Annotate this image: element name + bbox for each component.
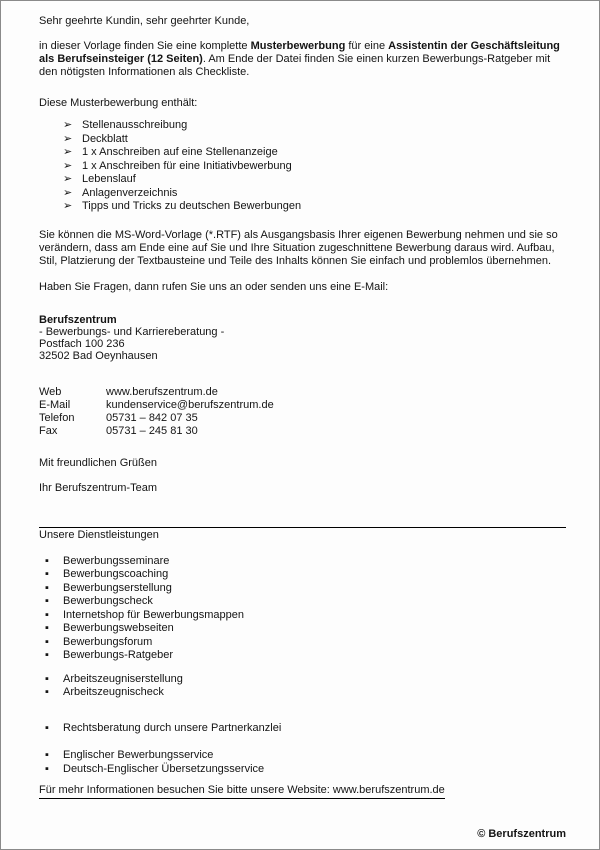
- square-bullet-icon: ▪: [45, 749, 49, 761]
- service-item-label: Englischer Bewerbungsservice: [63, 749, 214, 761]
- contact-row-fax: [39, 425, 566, 438]
- contact-label: Telefon: [39, 411, 75, 424]
- service-item: [45, 609, 566, 623]
- service-item: [45, 555, 566, 569]
- company-name: Berufszentrum: [39, 313, 117, 326]
- service-item: [45, 595, 566, 609]
- contact-row-email: [39, 399, 566, 412]
- arrow-bullet-icon: ➢: [63, 146, 73, 158]
- copyright-notice: © Berufszentrum: [477, 828, 566, 840]
- list-item-label: Tipps und Tricks zu deutschen Bewerbungen: [82, 200, 302, 212]
- list-item-label: Anlagenverzeichnis: [82, 186, 178, 199]
- service-item-label: Bewerbungscoaching: [63, 568, 169, 580]
- website-url: www.berufszentrum.de: [106, 386, 218, 399]
- services-list-legal: [45, 722, 566, 736]
- list-item: [63, 133, 566, 147]
- intro-paragraph: [39, 40, 566, 79]
- arrow-bullet-icon: ➢: [63, 119, 73, 131]
- contact-block: [39, 386, 566, 437]
- service-item: [45, 649, 566, 663]
- service-item: [45, 722, 566, 736]
- questions-line: Haben Sie Fragen, dann rufen Sie uns an oder senden uns eine E-Mail:: [39, 280, 389, 293]
- square-bullet-icon: ▪: [45, 635, 49, 648]
- service-item-label: Bewerbungsseminare: [63, 554, 170, 567]
- arrow-bullet-icon: ➢: [63, 132, 73, 145]
- service-item: [45, 673, 566, 687]
- service-item: [45, 749, 566, 763]
- footer-info: Für mehr Informationen besuchen Sie bitte unsere Website: www.berufszentrum.de: [39, 784, 445, 799]
- square-bullet-icon: ▪: [45, 608, 49, 621]
- list-item: [63, 200, 566, 214]
- list-item-label: Stellenausschreibung: [82, 119, 188, 131]
- arrow-bullet-icon: ➢: [63, 200, 73, 212]
- service-item: [45, 568, 566, 582]
- list-item: [63, 187, 566, 201]
- list-item-label: Lebenslauf: [82, 173, 136, 185]
- contains-list: [63, 119, 566, 214]
- list-item-label: 1 x Anschreiben auf eine Stellenanzeige: [82, 146, 278, 158]
- company-subtitle: - Bewerbungs- und Karriereberatung -: [39, 325, 225, 338]
- square-bullet-icon: ▪: [45, 622, 49, 634]
- contact-label: Fax: [39, 424, 58, 437]
- square-bullet-icon: ▪: [45, 568, 49, 580]
- company-block: [39, 314, 566, 363]
- square-bullet-icon: ▪: [45, 686, 49, 698]
- contains-heading: Diese Musterbewerbung enthält:: [39, 97, 198, 109]
- contact-label: E-Mail: [39, 399, 71, 412]
- service-item-label: Rechtsberatung durch unsere Partnerkanzlei: [63, 721, 282, 734]
- list-item-label: Deckblatt: [82, 132, 128, 145]
- service-item-label: Internetshop für Bewerbungsmappen: [63, 608, 245, 621]
- email-address: kundenservice@berufszentrum.de: [106, 399, 274, 412]
- square-bullet-icon: ▪: [45, 672, 49, 685]
- list-item-label: 1 x Anschreiben für eine Initiativbewerbung: [82, 159, 292, 172]
- service-item-label: Bewerbungscheck: [63, 595, 153, 607]
- salutation: Sehr geehrte Kundin, sehr geehrter Kunde,: [39, 15, 250, 27]
- service-item-label: Deutsch-Englischer Übersetzungsservice: [63, 762, 265, 775]
- closing-line: Mit freundlichen Grüßen: [39, 456, 157, 469]
- list-item: [63, 119, 566, 133]
- intro-text-3: . Am Ende der Datei finden Sie einen kurzen Bewerbungs-Ratgeber mit den nötigsten Informationen als Checkliste.: [39, 53, 551, 78]
- service-item-label: Bewerbungsforum: [63, 635, 153, 648]
- service-item-label: Bewerbungswebseiten: [63, 622, 174, 634]
- fax-number: 05731 – 245 81 30: [106, 424, 198, 437]
- intro-bold-position: Assistentin der Geschäftsleitung als Berufseinsteiger (12 Seiten): [39, 40, 560, 65]
- service-item-label: Bewerbungserstellung: [63, 581, 172, 594]
- list-item: [63, 160, 566, 174]
- service-item: [45, 582, 566, 596]
- services-list-main: [45, 555, 566, 663]
- arrow-bullet-icon: ➢: [63, 186, 73, 199]
- service-item-label: Bewerbungs-Ratgeber: [63, 649, 174, 661]
- services-list-references: [45, 673, 566, 700]
- service-item: [45, 636, 566, 650]
- square-bullet-icon: ▪: [45, 762, 49, 775]
- signature-line: Ihr Berufszentrum-Team: [39, 481, 157, 494]
- service-item: [45, 622, 566, 636]
- intro-text-1: in dieser Vorlage finden Sie eine komplette: [39, 40, 251, 52]
- square-bullet-icon: ▪: [45, 649, 49, 661]
- intro-bold-product: Musterbewerbung: [250, 40, 346, 52]
- contact-row-phone: [39, 412, 566, 425]
- arrow-bullet-icon: ➢: [63, 173, 73, 185]
- services-list-english: [45, 749, 566, 776]
- service-item: [45, 763, 566, 777]
- service-item-label: Arbeitszeugnischeck: [63, 686, 164, 698]
- square-bullet-icon: ▪: [45, 554, 49, 567]
- services-heading: Unsere Dienstleistungen: [39, 527, 566, 542]
- contact-row-web: [39, 386, 566, 399]
- phone-number: 05731 – 842 07 35: [106, 411, 198, 424]
- intro-text-2: für eine: [345, 40, 389, 52]
- service-item: [45, 686, 566, 700]
- square-bullet-icon: ▪: [45, 721, 49, 734]
- service-item-label: Arbeitszeugniserstellung: [63, 672, 183, 685]
- contact-label: Web: [39, 386, 62, 399]
- company-address-line2: 32502 Bad Oeynhausen: [39, 350, 158, 363]
- usage-paragraph: Sie können die MS-Word-Vorlage (*.RTF) als Ausgangsbasis Ihrer eigenen Bewerbung nehmen und sie so verändern, dass am Ende eine auf Sie und Ihre Situation zugeschnittene Bewerbung daraus wird. Aufbau, Stil, Platzierung der Textbausteine und Teile des Inhalts können Sie einfach und problemlos übernehmen.: [39, 228, 558, 267]
- square-bullet-icon: ▪: [45, 595, 49, 607]
- square-bullet-icon: ▪: [45, 581, 49, 594]
- list-item: [63, 173, 566, 187]
- list-item: [63, 146, 566, 160]
- arrow-bullet-icon: ➢: [63, 159, 73, 172]
- company-address-line1: Postfach 100 236: [39, 337, 125, 350]
